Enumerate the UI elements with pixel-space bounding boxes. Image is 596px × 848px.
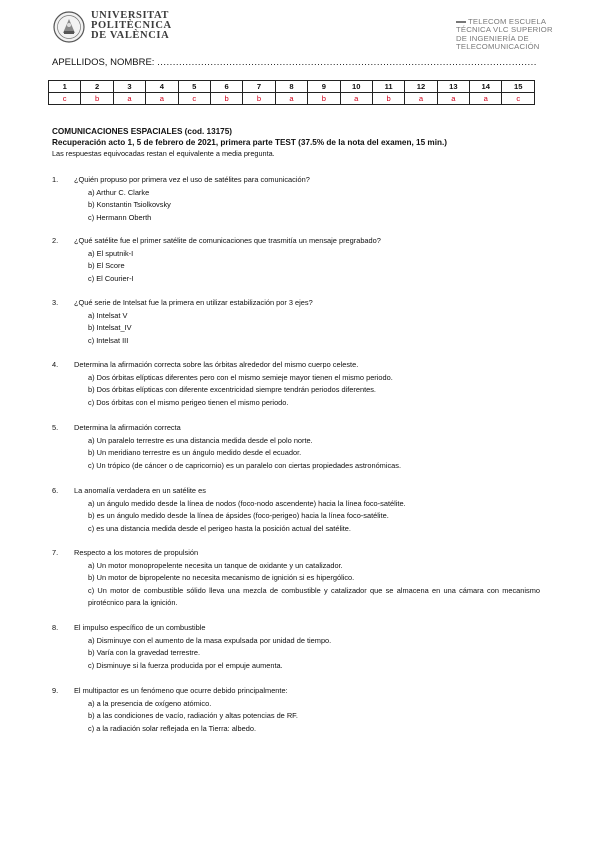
student-name-field bbox=[52, 57, 537, 68]
option-a[interactable]: a) Un motor monopropelente necesita un tanque de oxidante y un catalizador. bbox=[88, 560, 343, 570]
question-number: 5. bbox=[52, 423, 59, 432]
option-a[interactable]: a) El sputnik-I bbox=[88, 248, 134, 258]
question-number-cell: 9 bbox=[308, 81, 340, 93]
student-name-label: APELLIDOS, NOMBRE: bbox=[52, 57, 155, 68]
question-number: 9. bbox=[52, 686, 59, 695]
page-header bbox=[0, 0, 596, 50]
answer-cell[interactable]: b bbox=[372, 93, 404, 105]
question-number-cell: 13 bbox=[437, 81, 469, 93]
question-3 bbox=[52, 297, 540, 347]
dash-mark bbox=[456, 21, 466, 23]
question-number-cell: 6 bbox=[210, 81, 242, 93]
option-c[interactable]: c) a la radiación solar reflejada en la Tierra: albedo. bbox=[88, 723, 257, 733]
option-a[interactable]: a) Un paralelo terrestre es una distancia medida desde el polo norte. bbox=[88, 435, 313, 445]
answer-cell[interactable]: a bbox=[437, 93, 469, 105]
option-c[interactable]: c) Dos órbitas con el mismo perigeo tienen el mismo periodo. bbox=[88, 397, 289, 407]
question-number-cell: 15 bbox=[502, 81, 535, 93]
exam-subject: COMUNICACIONES ESPACIALES (cod. 13175) bbox=[52, 127, 233, 136]
answer-cell[interactable]: b bbox=[81, 93, 113, 105]
question-number-cell: 1 bbox=[49, 81, 81, 93]
option-a[interactable]: a) un ángulo medido desde la línea de nodos (foco-nodo ascendente) hacia la línea foco-satélite. bbox=[88, 498, 406, 508]
question-6 bbox=[52, 485, 540, 535]
answer-cell[interactable]: b bbox=[243, 93, 275, 105]
student-name-blank[interactable]: ......................................................................................................................... bbox=[157, 57, 537, 68]
question-number-cell: 3 bbox=[113, 81, 145, 93]
option-c[interactable]: c) Hermann Oberth bbox=[88, 212, 152, 222]
question-number: 4. bbox=[52, 360, 59, 369]
question-2 bbox=[52, 235, 540, 285]
answer-cell[interactable]: c bbox=[178, 93, 210, 105]
option-a[interactable]: a) Arthur C. Clarke bbox=[88, 187, 150, 197]
answer-cell[interactable]: c bbox=[49, 93, 81, 105]
answer-key-answer-row bbox=[49, 93, 535, 105]
answer-cell[interactable]: a bbox=[275, 93, 307, 105]
question-text: ¿Qué satélite fue el primer satélite de comunicaciones que trasmitía un mensaje pregrabado? bbox=[74, 236, 381, 245]
question-number-cell: 12 bbox=[405, 81, 437, 93]
exam-title-block bbox=[52, 126, 552, 159]
answer-cell[interactable]: c bbox=[502, 93, 535, 105]
question-number-cell: 8 bbox=[275, 81, 307, 93]
answer-cell[interactable]: a bbox=[405, 93, 437, 105]
question-text: ¿Quién propuso por primera vez el uso de satélites para comunicación? bbox=[74, 175, 310, 184]
question-9 bbox=[52, 685, 540, 735]
option-b[interactable]: b) Dos órbitas elípticas con diferente excentricidad siempre tendrán periodos diferentes. bbox=[88, 385, 376, 395]
option-a[interactable]: a) Dos órbitas elípticas diferentes pero con el mismo semieje mayor tienen el mismo periodo. bbox=[88, 372, 393, 382]
question-5 bbox=[52, 422, 540, 472]
option-b[interactable]: b) es un ángulo medido desde la línea de ápsides (foco-perigeo) hacia la línea foco-satélite. bbox=[88, 511, 389, 521]
question-number: 1. bbox=[52, 175, 59, 184]
option-b[interactable]: b) Konstantin Tsiolkovsky bbox=[88, 200, 171, 210]
option-c[interactable]: c) Un motor de combustible sólido lleva una mezcla de combustible y catalizador que se almacena en una cámara con mecanismo pirotécnico para la ignición. bbox=[88, 585, 540, 608]
question-number-cell: 14 bbox=[470, 81, 502, 93]
question-number-cell: 11 bbox=[372, 81, 404, 93]
answer-key-table bbox=[48, 80, 535, 105]
question-number: 7. bbox=[52, 548, 59, 557]
answer-cell[interactable]: a bbox=[146, 93, 178, 105]
question-4 bbox=[52, 359, 540, 409]
option-c[interactable]: c) Un trópico (de cáncer o de capricornio) es un paralelo con ciertas propiedades astronómicas. bbox=[88, 460, 402, 470]
university-seal-icon bbox=[53, 11, 85, 43]
question-text: ¿Qué serie de Intelsat fue la primera en utilizar estabilización por 3 ejes? bbox=[74, 298, 313, 307]
option-b[interactable]: b) El Score bbox=[88, 261, 125, 271]
question-number-cell: 4 bbox=[146, 81, 178, 93]
question-number: 3. bbox=[52, 298, 59, 307]
question-text: El impulso específico de un combustible bbox=[74, 623, 206, 632]
question-number-cell: 5 bbox=[178, 81, 210, 93]
answer-cell[interactable]: b bbox=[308, 93, 340, 105]
option-a[interactable]: a) a la presencia de oxígeno atómico. bbox=[88, 698, 212, 708]
option-b[interactable]: b) Un meridiano terrestre es un ángulo medido desde el ecuador. bbox=[88, 448, 302, 458]
option-b[interactable]: b) Un motor de bipropelente no necesita mecanismo de ignición si es hipergólico. bbox=[88, 573, 355, 583]
option-c[interactable]: c) es una distancia medida desde el perigeo hasta la posición actual del satélite. bbox=[88, 523, 351, 533]
question-text: Respecto a los motores de propulsión bbox=[74, 548, 199, 557]
answer-key-number-row bbox=[49, 81, 535, 93]
question-number: 2. bbox=[52, 236, 59, 245]
question-number-cell: 2 bbox=[81, 81, 113, 93]
option-b[interactable]: b) Varía con la gravedad terrestre. bbox=[88, 648, 201, 658]
question-7 bbox=[52, 547, 540, 610]
question-number-cell: 7 bbox=[243, 81, 275, 93]
option-c[interactable]: c) El Courier-I bbox=[88, 273, 134, 283]
option-b[interactable]: b) a las condiciones de vacío, radiación y altas potencias de RF. bbox=[88, 711, 298, 721]
upv-logo bbox=[53, 11, 172, 43]
question-number: 8. bbox=[52, 623, 59, 632]
option-a[interactable]: a) Intelsat V bbox=[88, 310, 128, 320]
question-number-cell: 10 bbox=[340, 81, 372, 93]
question-8 bbox=[52, 622, 540, 672]
option-c[interactable]: c) Disminuye si la fuerza producida por el empuje aumenta. bbox=[88, 660, 283, 670]
answer-cell[interactable]: a bbox=[340, 93, 372, 105]
question-1 bbox=[52, 174, 540, 224]
exam-note: Las respuestas equivocadas restan el equivalente a media pregunta. bbox=[52, 149, 275, 158]
university-name: UNIVERSITAT POLITÈCNICA DE VALÈNCIA bbox=[91, 10, 172, 41]
option-c[interactable]: c) Intelsat III bbox=[88, 335, 129, 345]
question-text: La anomalía verdadera en un satélite es bbox=[74, 486, 206, 495]
answer-cell[interactable]: b bbox=[210, 93, 242, 105]
question-number: 6. bbox=[52, 486, 59, 495]
question-text: Determina la afirmación correcta bbox=[74, 423, 181, 432]
option-b[interactable]: b) Intelsat_IV bbox=[88, 323, 132, 333]
question-text: Determina la afirmación correcta sobre las órbitas alrededor del mismo cuerpo celeste. bbox=[74, 360, 359, 369]
question-text: El multipactor es un fenómeno que ocurre debido principalmente: bbox=[74, 686, 288, 695]
exam-session: Recuperación acto 1, 5 de febrero de 2021, primera parte TEST (37.5% de la nota del examen, 15 min.) bbox=[52, 138, 447, 147]
answer-cell[interactable]: a bbox=[470, 93, 502, 105]
option-a[interactable]: a) Disminuye con el aumento de la masa expulsada por unidad de tiempo. bbox=[88, 635, 332, 645]
answer-cell[interactable]: a bbox=[113, 93, 145, 105]
school-logo: TELECOM ESCUELA TÉCNICA VLC SUPERIOR DE INGENIERÍA DE TELECOMUNICACIÓN bbox=[456, 17, 553, 52]
